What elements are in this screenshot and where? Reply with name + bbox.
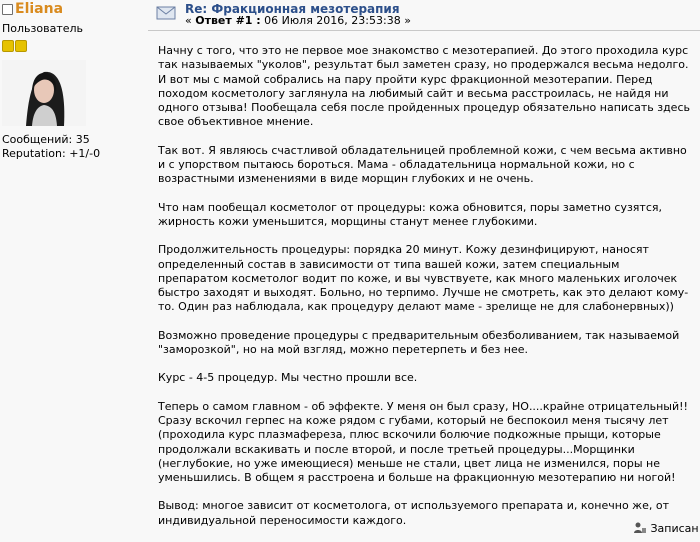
username-link[interactable]: Eliana <box>15 1 64 17</box>
post-paragraph: Что нам пообещал косметолог от процедуры: кожа обновится, поры заметно сузятся, жирность кожи уменьшится, морщины станут менее глубокими. <box>158 200 662 228</box>
post-paragraph: Продолжительность процедуры: порядка 20 минут. Кожу дезинфицируют, наносят определенный состав в зависимости от типа вашей кожи, затем специальным препаратом косметолог водит по коже, и вы чувствуете, как много маленьких иголочек быстро заходят и выходят. Больно, но терпимо. Лучше не смотреть, как это делают кому-то. Один раз наблюдала, как процедуру делают маме - зрелище не для слабонервных)) <box>158 243 689 314</box>
post-paragraph: Начну с того, что это не первое мое знакомство с мезотерапией. До этого проходила курс так называемых "уколов", результат был заметен сразу, но продержался весьма недолго. И вот мы с мамой собрались на пару пройти курс фракционной мезотерапии. Перед походом косметологу заглянула на любимый сайт и весьма расстроилась, не найдя ни одного отзыва! Пообещала себя после пройденных процедур обязательно написать здесь свое объективное мнение. <box>158 44 690 129</box>
post-paragraph: Вывод: многое зависит от косметолога, от используемого препарата и, конечно же, от индивидуальной переносимости каждого. <box>158 499 669 527</box>
post-paragraph: Возможно проведение процедуры с предварительным обезболиванием, так называемой "заморозкой", но на мой взгляд, можно перетерпеть и без нее. <box>158 328 680 357</box>
post-date: 06 Июля 2016, 23:53:38 » <box>260 14 411 27</box>
posts-count: Сообщений: 35 <box>2 133 90 146</box>
reply-number[interactable]: Ответ #1 : <box>195 14 261 27</box>
poster-info <box>0 0 140 540</box>
logged-indicator <box>633 521 699 535</box>
message-icon <box>155 2 177 24</box>
post-paragraph: Так вот. Я являюсь счастливой обладательницей проблемной кожи, с чем весьма активно и с упорством пытаюсь бороться. Мама - обладательница нормальной кожи, но с возрастными изменениями в виде морщин глубоких и не очень. <box>158 143 687 186</box>
reputation: Reputation: +1/-0 <box>2 147 101 160</box>
header-divider <box>148 30 700 31</box>
user-group: Пользователь <box>2 22 84 35</box>
user-status-icon <box>2 4 13 15</box>
post-meta <box>185 14 411 27</box>
avatar <box>2 60 86 126</box>
avatar-image <box>2 60 86 126</box>
post-subject-link[interactable]: Re: Фракционная мезотерапия <box>185 2 400 16</box>
post-paragraph: Теперь о самом главном - об эффекте. У меня он был сразу, НО....крайне отрицательный!! Сразу вскочил герпес на коже рядом с губами, который не беспокоил меня тысячу лет (проходила курс плазмафереза, плюс вскочили болючие подкожные прыщи, которые продолжали вскакивать и после второй, и после третьей процедуры...Морщинки (неглубокие, но уже имеющиеся) меньше не стали, цвет лица не изменился, поры не уменьшились. В общем я расстроена и больше на фракционную мезотерапию ни ногой! <box>158 399 688 485</box>
post-paragraph: Курс - 4-5 процедур. Мы честно прошли все. <box>158 371 418 385</box>
logged-label: Записан <box>650 522 699 535</box>
star-icon <box>15 40 27 52</box>
post-body <box>158 44 690 542</box>
rank-stars <box>2 40 28 55</box>
ip-logged-icon <box>633 521 647 535</box>
meta-prefix: « <box>185 14 196 27</box>
star-icon <box>2 40 14 52</box>
